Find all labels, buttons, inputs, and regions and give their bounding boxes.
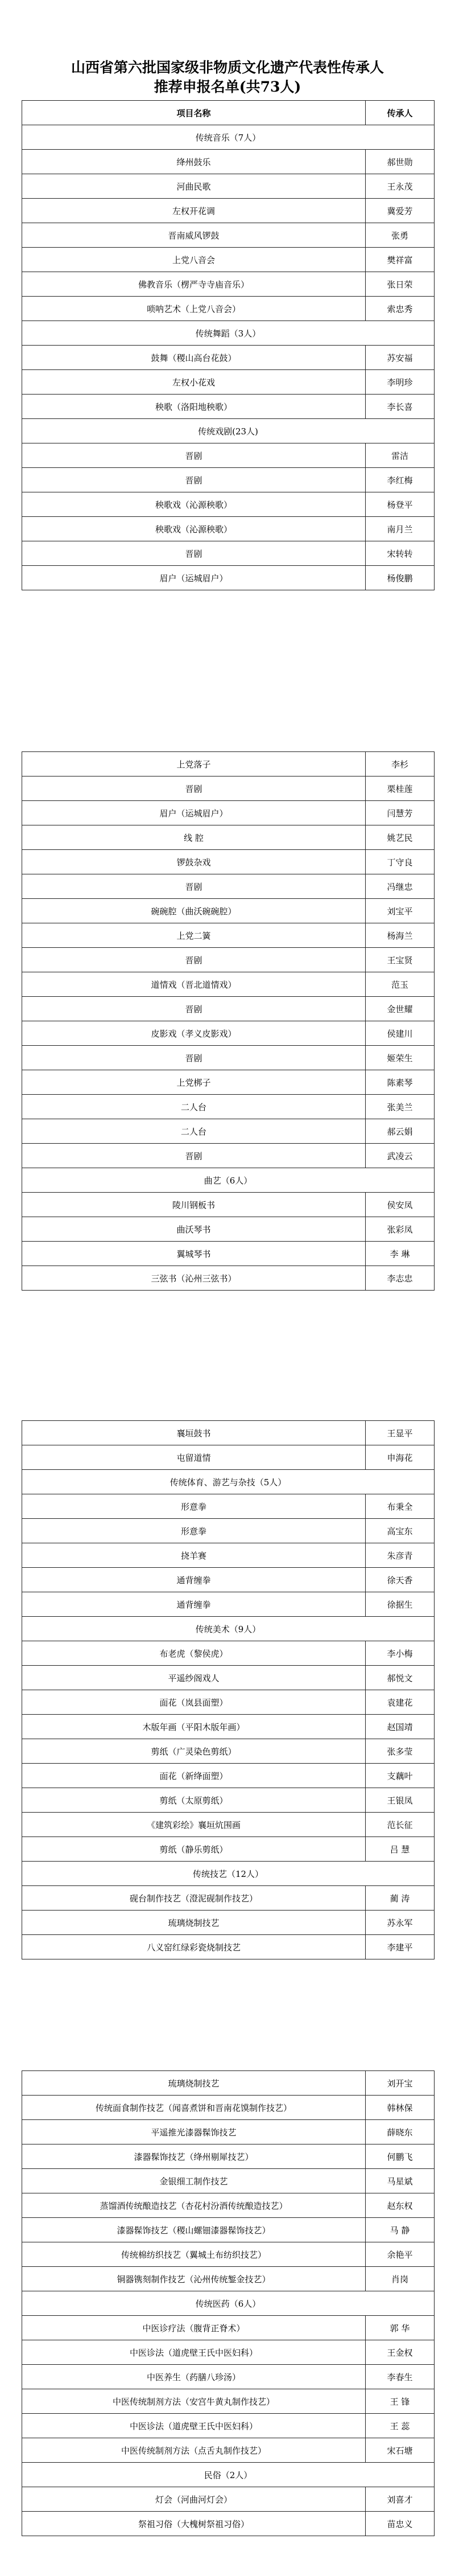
- table-row: [22, 1715, 435, 1739]
- project-name-cell: 三弦书（沁州三弦书）: [22, 1266, 366, 1291]
- table-row: [22, 1193, 435, 1217]
- inheritor-name-cell: 刘喜才: [366, 2487, 435, 2512]
- project-name-cell: 蒸馏酒传统酿造技艺（杏花村汾酒传统酿造技艺）: [22, 2193, 366, 2218]
- inheritor-name-cell: 李建平: [366, 1935, 435, 1959]
- inheritor-name-cell: 张美兰: [366, 1095, 435, 1119]
- table-row: [22, 395, 435, 419]
- project-name-cell: 绛州鼓乐: [22, 150, 366, 174]
- category-label: 传统医药（6人）: [22, 2291, 435, 2316]
- inheritor-name-cell: 宋转转: [366, 541, 435, 566]
- table-row: [22, 468, 435, 492]
- project-name-cell: 上党梆子: [22, 1070, 366, 1095]
- category-label: 民俗（2人）: [22, 2463, 435, 2487]
- inheritor-name-cell: 武凌云: [366, 1144, 435, 1168]
- table-row: [22, 1494, 435, 1519]
- table-row: [22, 2414, 435, 2438]
- project-name-cell: 剪纸（静乐剪纸）: [22, 1837, 366, 1862]
- project-name-cell: 金银细工制作技艺: [22, 2169, 366, 2193]
- table-row: [22, 2096, 435, 2120]
- project-name-cell: 二人台: [22, 1095, 366, 1119]
- table-row: [22, 1543, 435, 1568]
- document-title: [0, 58, 455, 97]
- project-name-cell: 秧歌戏（沁源秧歌）: [22, 517, 366, 541]
- table-row: [22, 752, 435, 777]
- table-row: [22, 1046, 435, 1070]
- inheritor-name-cell: 李杉: [366, 752, 435, 777]
- table-row: [22, 972, 435, 997]
- inheritor-name-cell: 郝悦文: [366, 1666, 435, 1690]
- inheritor-name-cell: 王永茂: [366, 174, 435, 199]
- project-name-cell: 灯会（河曲河灯会）: [22, 2487, 366, 2512]
- table-row: [22, 1021, 435, 1046]
- project-name-cell: 上党八音会: [22, 248, 366, 272]
- category-row: [22, 1470, 435, 1494]
- header-person: 传承人: [366, 101, 435, 125]
- project-name-cell: 漆器髹饰技艺（稷山螺钿漆器髹饰技艺）: [22, 2218, 366, 2242]
- project-name-cell: 木版年画（平阳木版年画）: [22, 1715, 366, 1739]
- inheritor-table-page-2: [22, 751, 435, 1291]
- inheritor-name-cell: 南月兰: [366, 517, 435, 541]
- table-row: [22, 2267, 435, 2291]
- table-row: [22, 1690, 435, 1715]
- inheritor-name-cell: 李 琳: [366, 1242, 435, 1266]
- table-row: [22, 2120, 435, 2144]
- table-row: [22, 1911, 435, 1935]
- project-name-cell: 形意拳: [22, 1494, 366, 1519]
- category-label: 曲艺（6人）: [22, 1168, 435, 1193]
- inheritor-table-page-1: [22, 100, 435, 590]
- project-name-cell: 皮影戏（孝义皮影戏）: [22, 1021, 366, 1046]
- project-name-cell: 八义窑红绿彩瓷烧制技艺: [22, 1935, 366, 1959]
- project-name-cell: 通背缠拳: [22, 1592, 366, 1617]
- table-row: [22, 346, 435, 370]
- category-row: [22, 1168, 435, 1193]
- project-name-cell: 二人台: [22, 1119, 366, 1144]
- category-row: [22, 2291, 435, 2316]
- inheritor-name-cell: 张日荣: [366, 272, 435, 297]
- project-name-cell: 中医诊法（道虎壁王氏中医妇科）: [22, 2340, 366, 2365]
- project-name-cell: 剪纸（太原剪纸）: [22, 1788, 366, 1813]
- table-row: [22, 1837, 435, 1862]
- project-name-cell: 传统面食制作技艺（闻喜煮饼和晋南花馍制作技艺）: [22, 2096, 366, 2120]
- project-name-cell: 中医诊法（道虎壁王氏中医妇科）: [22, 2414, 366, 2438]
- project-name-cell: 面花（岚县面塑）: [22, 1690, 366, 1715]
- table-row: [22, 825, 435, 850]
- project-name-cell: 晋剧: [22, 443, 366, 468]
- table-row: [22, 1519, 435, 1543]
- category-label: 传统体育、游艺与杂技（5人）: [22, 1470, 435, 1494]
- inheritor-name-cell: 范玉: [366, 972, 435, 997]
- table-header-row: [22, 101, 435, 125]
- table-row: [22, 248, 435, 272]
- project-name-cell: 平遥推光漆器髹饰技艺: [22, 2120, 366, 2144]
- project-name-cell: 传统棉纺织技艺（翼城土布纺织技艺）: [22, 2242, 366, 2267]
- project-name-cell: 祭祖习俗（大槐树祭祖习俗）: [22, 2512, 366, 2536]
- table-row: [22, 1641, 435, 1666]
- inheritor-name-cell: 苏安福: [366, 346, 435, 370]
- inheritor-name-cell: 王 蕊: [366, 2414, 435, 2438]
- category-label: 传统音乐（7人）: [22, 125, 435, 150]
- table-row: [22, 2218, 435, 2242]
- table-row: [22, 1935, 435, 1959]
- inheritor-name-cell: 刘宝平: [366, 899, 435, 923]
- project-name-cell: 平遥纱阁戏人: [22, 1666, 366, 1690]
- project-name-cell: 佛教音乐（楞严寺寺庙音乐）: [22, 272, 366, 297]
- inheritor-name-cell: 范长征: [366, 1813, 435, 1837]
- project-name-cell: 晋南威风锣鼓: [22, 223, 366, 248]
- category-label: 传统戏剧(23人): [22, 419, 435, 443]
- inheritor-name-cell: 张勇: [366, 223, 435, 248]
- table-row: [22, 174, 435, 199]
- inheritor-name-cell: 薛晓东: [366, 2120, 435, 2144]
- title-line-1: 山西省第六批国家级非物质文化遗产代表性传承人: [71, 59, 384, 76]
- project-name-cell: 屯留道情: [22, 1445, 366, 1470]
- table-row: [22, 223, 435, 248]
- inheritor-name-cell: 索忠秀: [366, 297, 435, 321]
- table-row: [22, 923, 435, 948]
- table-row: [22, 2169, 435, 2193]
- project-name-cell: 中医传统制剂方法（点舌丸制作技艺）: [22, 2438, 366, 2463]
- inheritor-name-cell: 姬荣生: [366, 1046, 435, 1070]
- table-row: [22, 850, 435, 874]
- category-label: 传统舞蹈（3人）: [22, 321, 435, 346]
- table-row: [22, 370, 435, 395]
- table-row: [22, 1095, 435, 1119]
- table-row: [22, 199, 435, 223]
- project-name-cell: 面花（新绛面塑）: [22, 1764, 366, 1788]
- table-row: [22, 2389, 435, 2414]
- header-project: 项目名称: [22, 101, 366, 125]
- project-name-cell: 琉璃烧制技艺: [22, 1911, 366, 1935]
- project-name-cell: 左权小花戏: [22, 370, 366, 395]
- table-row: [22, 492, 435, 517]
- inheritor-table-page-3: [22, 1420, 435, 1959]
- table-row: [22, 997, 435, 1021]
- category-label: 传统技艺（12人）: [22, 1862, 435, 1886]
- category-row: [22, 1862, 435, 1886]
- inheritor-name-cell: 郝世勋: [366, 150, 435, 174]
- project-name-cell: 晋剧: [22, 997, 366, 1021]
- project-name-cell: 铜器镌刻制作技艺（沁州传统錾金技艺）: [22, 2267, 366, 2291]
- inheritor-name-cell: 侯建川: [366, 1021, 435, 1046]
- inheritor-name-cell: 吕 慧: [366, 1837, 435, 1862]
- inheritor-name-cell: 蔺 涛: [366, 1886, 435, 1911]
- table-row: [22, 443, 435, 468]
- inheritor-name-cell: 王银凤: [366, 1788, 435, 1813]
- project-name-cell: 挠羊赛: [22, 1543, 366, 1568]
- inheritor-name-cell: 王金权: [366, 2340, 435, 2365]
- inheritor-name-cell: 张多莹: [366, 1739, 435, 1764]
- inheritor-name-cell: 苏永军: [366, 1911, 435, 1935]
- project-name-cell: 晋剧: [22, 1046, 366, 1070]
- inheritor-name-cell: 李春生: [366, 2365, 435, 2389]
- inheritor-name-cell: 杨登平: [366, 492, 435, 517]
- project-name-cell: 通背缠拳: [22, 1568, 366, 1592]
- inheritor-name-cell: 苗忠义: [366, 2512, 435, 2536]
- category-row: [22, 1617, 435, 1641]
- inheritor-name-cell: 徐天香: [366, 1568, 435, 1592]
- inheritor-name-cell: 韩林保: [366, 2096, 435, 2120]
- category-label: 传统美术（9人）: [22, 1617, 435, 1641]
- inheritor-name-cell: 王 锋: [366, 2389, 435, 2414]
- table-row: [22, 2512, 435, 2536]
- project-name-cell: 秧歌戏（沁源秧歌）: [22, 492, 366, 517]
- project-name-cell: 上党落子: [22, 752, 366, 777]
- table-row: [22, 1813, 435, 1837]
- table-row: [22, 2144, 435, 2169]
- project-name-cell: 中医养生（药膳八珍汤）: [22, 2365, 366, 2389]
- project-name-cell: 中医传统制剂方法（安宫牛黄丸制作技艺）: [22, 2389, 366, 2414]
- project-name-cell: 陵川钢板书: [22, 1193, 366, 1217]
- project-name-cell: 眉户（运城眉户）: [22, 566, 366, 590]
- inheritor-table-page-4: [22, 2070, 435, 2536]
- table-row: [22, 150, 435, 174]
- project-name-cell: 左权开花调: [22, 199, 366, 223]
- project-name-cell: 唢呐艺术（上党八音会）: [22, 297, 366, 321]
- table-row: [22, 1666, 435, 1690]
- table-row: [22, 1119, 435, 1144]
- inheritor-name-cell: 徐据生: [366, 1592, 435, 1617]
- table-row: [22, 272, 435, 297]
- inheritor-name-cell: 丁守良: [366, 850, 435, 874]
- table-row: [22, 1421, 435, 1445]
- inheritor-name-cell: 李长喜: [366, 395, 435, 419]
- inheritor-name-cell: 冯继忠: [366, 874, 435, 899]
- project-name-cell: 线 腔: [22, 825, 366, 850]
- table-row: [22, 1445, 435, 1470]
- inheritor-name-cell: 李明珍: [366, 370, 435, 395]
- table-row: [22, 2340, 435, 2365]
- inheritor-name-cell: 李小梅: [366, 1641, 435, 1666]
- table-row: [22, 1266, 435, 1291]
- table-row: [22, 801, 435, 825]
- project-name-cell: 秧歌（洛阳地秧歌）: [22, 395, 366, 419]
- inheritor-name-cell: 郭 华: [366, 2316, 435, 2340]
- inheritor-name-cell: 肖岗: [366, 2267, 435, 2291]
- inheritor-name-cell: 张彩凤: [366, 1217, 435, 1242]
- table-row: [22, 777, 435, 801]
- inheritor-name-cell: 余艳平: [366, 2242, 435, 2267]
- inheritor-name-cell: 杨俊鹏: [366, 566, 435, 590]
- project-name-cell: 晋剧: [22, 948, 366, 972]
- inheritor-name-cell: 何鹏飞: [366, 2144, 435, 2169]
- category-row: [22, 2463, 435, 2487]
- inheritor-name-cell: 申海花: [366, 1445, 435, 1470]
- inheritor-name-cell: 姚艺民: [366, 825, 435, 850]
- category-row: [22, 321, 435, 346]
- table-row: [22, 566, 435, 590]
- table-row: [22, 2365, 435, 2389]
- inheritor-name-cell: 栗桂莲: [366, 777, 435, 801]
- inheritor-name-cell: 马 静: [366, 2218, 435, 2242]
- project-name-cell: 晋剧: [22, 777, 366, 801]
- project-name-cell: 曲沃琴书: [22, 1217, 366, 1242]
- project-name-cell: 上党二簧: [22, 923, 366, 948]
- project-name-cell: 襄垣鼓书: [22, 1421, 366, 1445]
- project-name-cell: 中医诊疗法（腹背正脊术）: [22, 2316, 366, 2340]
- project-name-cell: 翼城琴书: [22, 1242, 366, 1266]
- table-row: [22, 2071, 435, 2096]
- inheritor-name-cell: 闫慧芳: [366, 801, 435, 825]
- project-name-cell: 形意拳: [22, 1519, 366, 1543]
- inheritor-name-cell: 布秉全: [366, 1494, 435, 1519]
- inheritor-name-cell: 侯安凤: [366, 1193, 435, 1217]
- project-name-cell: 晋剧: [22, 874, 366, 899]
- inheritor-name-cell: 宋石塘: [366, 2438, 435, 2463]
- category-row: [22, 419, 435, 443]
- inheritor-name-cell: 雷洁: [366, 443, 435, 468]
- table-row: [22, 1070, 435, 1095]
- inheritor-name-cell: 高宝东: [366, 1519, 435, 1543]
- project-name-cell: 布老虎（黎侯虎）: [22, 1641, 366, 1666]
- table-row: [22, 1886, 435, 1911]
- inheritor-name-cell: 朱彦青: [366, 1543, 435, 1568]
- project-name-cell: 剪纸（广灵染色剪纸）: [22, 1739, 366, 1764]
- category-row: [22, 125, 435, 150]
- table-row: [22, 2438, 435, 2463]
- project-name-cell: 道情戏（晋北道情戏）: [22, 972, 366, 997]
- table-row: [22, 874, 435, 899]
- project-name-cell: 琉璃烧制技艺: [22, 2071, 366, 2096]
- table-row: [22, 2487, 435, 2512]
- table-row: [22, 541, 435, 566]
- project-name-cell: 晋剧: [22, 541, 366, 566]
- inheritor-name-cell: 李红梅: [366, 468, 435, 492]
- table-row: [22, 517, 435, 541]
- project-name-cell: 砚台制作技艺（澄泥砚制作技艺）: [22, 1886, 366, 1911]
- project-name-cell: 漆器髹饰技艺（绛州剔犀技艺）: [22, 2144, 366, 2169]
- table-row: [22, 1144, 435, 1168]
- inheritor-name-cell: 金世耀: [366, 997, 435, 1021]
- project-name-cell: 晋剧: [22, 468, 366, 492]
- table-row: [22, 297, 435, 321]
- table-row: [22, 1217, 435, 1242]
- inheritor-name-cell: 冀爱芳: [366, 199, 435, 223]
- table-row: [22, 948, 435, 972]
- table-row: [22, 1242, 435, 1266]
- table-row: [22, 1592, 435, 1617]
- project-name-cell: 河曲民歌: [22, 174, 366, 199]
- inheritor-name-cell: 郝云娟: [366, 1119, 435, 1144]
- table-row: [22, 1739, 435, 1764]
- project-name-cell: 碗碗腔（曲沃碗碗腔）: [22, 899, 366, 923]
- title-line-2: 推荐申报名单(共73人): [154, 79, 301, 95]
- table-row: [22, 2242, 435, 2267]
- table-row: [22, 2193, 435, 2218]
- inheritor-name-cell: 樊祥富: [366, 248, 435, 272]
- inheritor-name-cell: 王显平: [366, 1421, 435, 1445]
- table-row: [22, 2316, 435, 2340]
- inheritor-name-cell: 赵东权: [366, 2193, 435, 2218]
- inheritor-name-cell: 支藕叶: [366, 1764, 435, 1788]
- inheritor-name-cell: 刘开宝: [366, 2071, 435, 2096]
- project-name-cell: 晋剧: [22, 1144, 366, 1168]
- project-name-cell: 鼓舞（稷山高台花鼓）: [22, 346, 366, 370]
- table-row: [22, 1788, 435, 1813]
- inheritor-name-cell: 袁建花: [366, 1690, 435, 1715]
- project-name-cell: 《建筑彩绘》襄垣炕围画: [22, 1813, 366, 1837]
- inheritor-name-cell: 杨海兰: [366, 923, 435, 948]
- table-row: [22, 1568, 435, 1592]
- inheritor-name-cell: 陈素琴: [366, 1070, 435, 1095]
- inheritor-name-cell: 赵国靖: [366, 1715, 435, 1739]
- inheritor-name-cell: 马星斌: [366, 2169, 435, 2193]
- project-name-cell: 眉户（运城眉户）: [22, 801, 366, 825]
- inheritor-name-cell: 李志忠: [366, 1266, 435, 1291]
- table-row: [22, 1764, 435, 1788]
- table-row: [22, 899, 435, 923]
- project-name-cell: 锣鼓杂戏: [22, 850, 366, 874]
- inheritor-name-cell: 王宝贤: [366, 948, 435, 972]
